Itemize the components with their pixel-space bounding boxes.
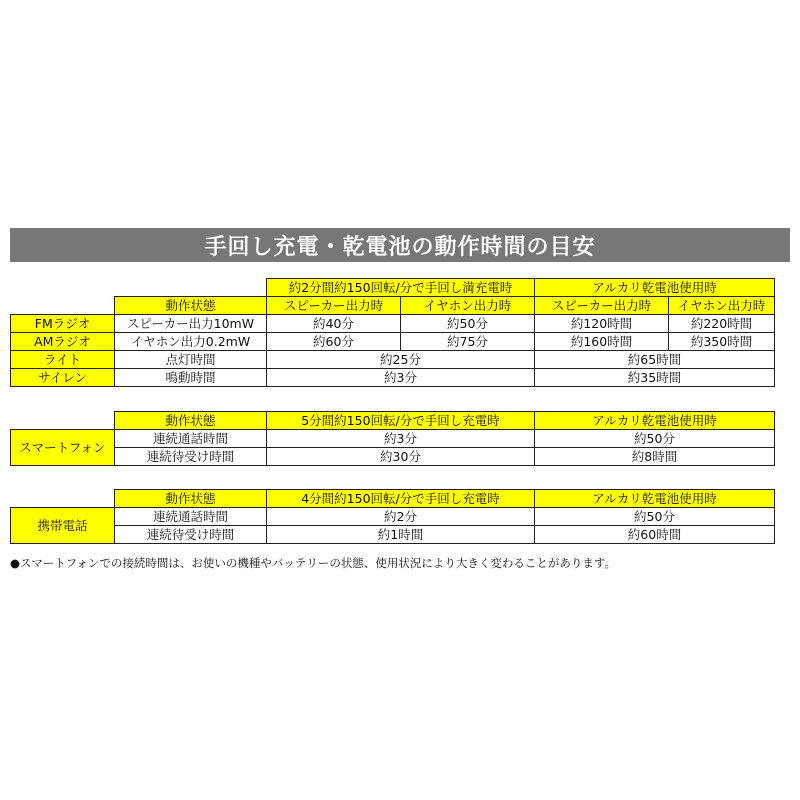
value-cell: 約50分 xyxy=(401,315,535,333)
value-cell: 約160時間 xyxy=(535,333,669,351)
state-header: 動作状態 xyxy=(115,297,267,315)
table-row xyxy=(11,448,775,466)
state-cell: 連続待受け時間 xyxy=(115,448,267,466)
radio-light-siren-table xyxy=(10,278,775,387)
battery-header: アルカリ乾電池使用時 xyxy=(535,412,775,430)
smartphone-table xyxy=(10,411,775,466)
crank-earphone-header: イヤホン出力時 xyxy=(401,297,535,315)
table-row xyxy=(11,351,775,369)
table-row xyxy=(11,490,775,508)
row-label: FMラジオ xyxy=(11,315,115,333)
state-cell: 連続通話時間 xyxy=(115,508,267,526)
value-cell: 約3分 xyxy=(267,430,535,448)
battery-group-header: アルカリ乾電池使用時 xyxy=(535,279,775,297)
value-cell: 約60時間 xyxy=(535,526,775,544)
table-row xyxy=(11,279,775,297)
crank-header: 5分間約150回転/分で手回し充電時 xyxy=(267,412,535,430)
value-cell: 約1時間 xyxy=(267,526,535,544)
page-title: 手回し充電・乾電池の動作時間の目安 xyxy=(10,228,790,262)
table-row xyxy=(11,369,775,387)
crank-header: 4分間約150回転/分で手回し充電時 xyxy=(267,490,535,508)
table-row xyxy=(11,333,775,351)
state-cell: 連続通話時間 xyxy=(115,430,267,448)
value-cell: 約65時間 xyxy=(535,351,775,369)
value-cell: 約350時間 xyxy=(669,333,775,351)
table-row xyxy=(11,526,775,544)
row-label: スマートフォン xyxy=(11,430,115,466)
state-header: 動作状態 xyxy=(115,412,267,430)
value-cell: 約120時間 xyxy=(535,315,669,333)
value-cell: 約25分 xyxy=(267,351,535,369)
value-cell: 約50分 xyxy=(535,430,775,448)
battery-speaker-header: スピーカー出力時 xyxy=(535,297,669,315)
state-cell: スピーカー出力10mW xyxy=(115,315,267,333)
row-label: AMラジオ xyxy=(11,333,115,351)
table-row xyxy=(11,297,775,315)
state-cell: イヤホン出力0.2mW xyxy=(115,333,267,351)
value-cell: 約60分 xyxy=(267,333,401,351)
value-cell: 約220時間 xyxy=(669,315,775,333)
state-cell: 連続待受け時間 xyxy=(115,526,267,544)
value-cell: 約50分 xyxy=(535,508,775,526)
value-cell: 約40分 xyxy=(267,315,401,333)
row-label: 携帯電話 xyxy=(11,508,115,544)
battery-earphone-header: イヤホン出力時 xyxy=(669,297,775,315)
row-label: ライト xyxy=(11,351,115,369)
battery-header: アルカリ乾電池使用時 xyxy=(535,490,775,508)
footnote: ●スマートフォンでの接続時間は、お使いの機種やバッテリーの状態、使用状況により大きく変わることがあります。 xyxy=(10,556,616,570)
table-row xyxy=(11,430,775,448)
table-row xyxy=(11,315,775,333)
value-cell: 約30分 xyxy=(267,448,535,466)
value-cell: 約2分 xyxy=(267,508,535,526)
table-row xyxy=(11,412,775,430)
crank-group-header: 約2分間約150回転/分で手回し満充電時 xyxy=(267,279,535,297)
table-row xyxy=(11,508,775,526)
state-cell: 点灯時間 xyxy=(115,351,267,369)
value-cell: 約8時間 xyxy=(535,448,775,466)
crank-speaker-header: スピーカー出力時 xyxy=(267,297,401,315)
mobile-phone-table xyxy=(10,489,775,544)
value-cell: 約3分 xyxy=(267,369,535,387)
value-cell: 約75分 xyxy=(401,333,535,351)
state-cell: 鳴動時間 xyxy=(115,369,267,387)
value-cell: 約35時間 xyxy=(535,369,775,387)
state-header: 動作状態 xyxy=(115,490,267,508)
row-label: サイレン xyxy=(11,369,115,387)
